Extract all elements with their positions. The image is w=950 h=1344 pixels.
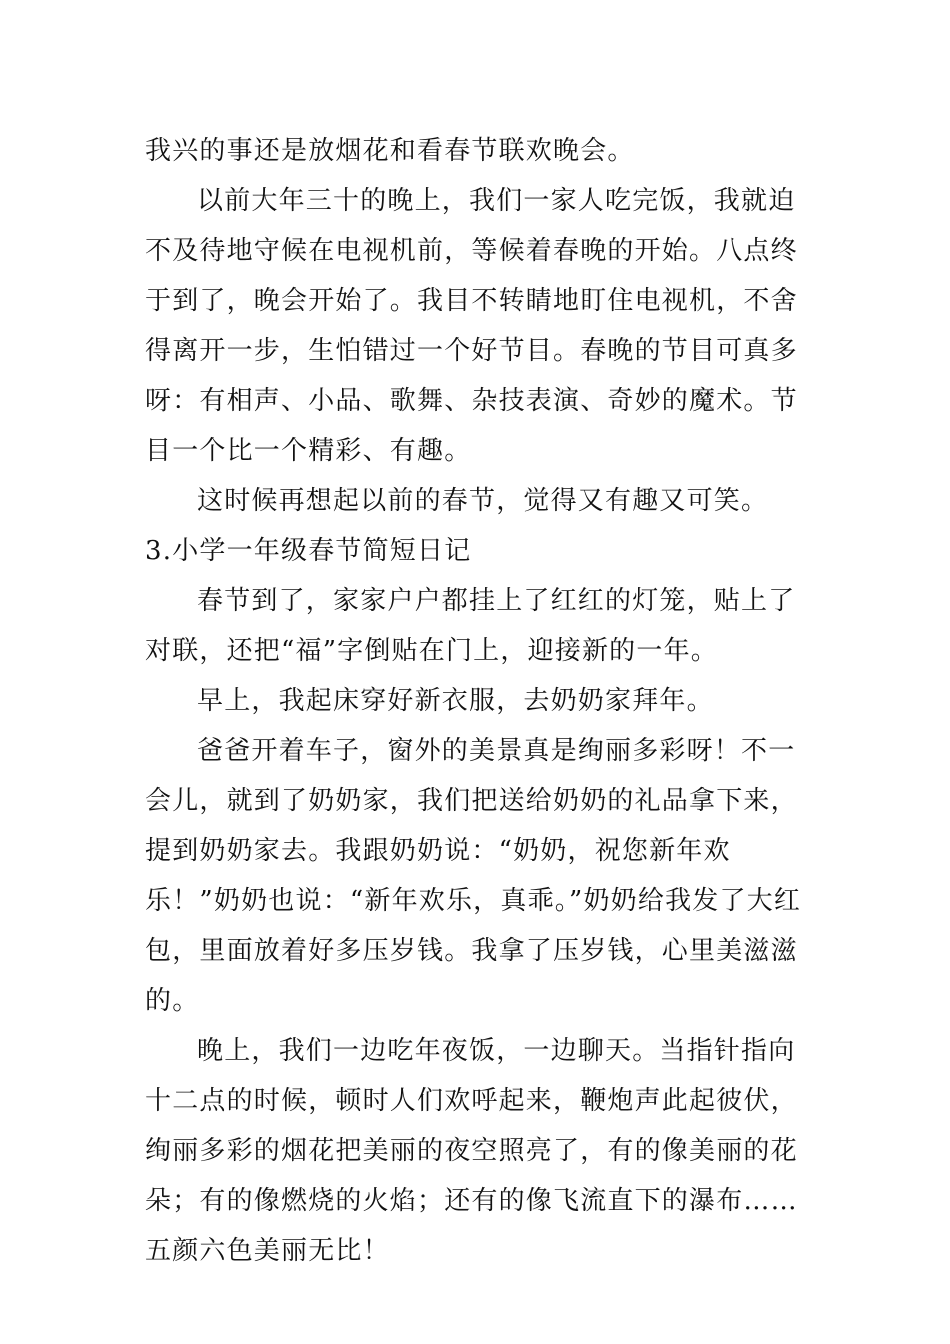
paragraph-lanterns: 春节到了，家家户户都挂上了红红的灯笼，贴上了对联，还把“福”字倒贴在门上，迎接新的一年。 — [145, 586, 796, 666]
document-body — [145, 126, 810, 1276]
paragraph-spring-gala: 以前大年三十的晚上，我们一家人吃完饭，我就迫不及待地守候在电视机前，等候着春晚的开始。八点终于到了，晚会开始了。我目不转睛地盯住电视机，不舍得离开一步，生怕错过一个好节目。春晚的节目可真多呀：有相声、小品、歌舞、杂技表演、奇妙的魔术。节目一个比一个精彩、有趣。 — [145, 186, 798, 466]
section-heading: 3.小学一年级春节简短日记 — [145, 536, 472, 566]
paragraph-continuation: 我兴的事还是放烟花和看春节联欢晚会。 — [145, 136, 635, 166]
paragraph-reflection: 这时候再想起以前的春节，觉得又有趣又可笑。 — [197, 486, 769, 516]
paragraph-grandma-visit: 爸爸开着车子，窗外的美景真是绚丽多彩呀！不一会儿，就到了奶奶家，我们把送给奶奶的礼品拿下来，提到奶奶家去。我跟奶奶说：“奶奶，祝您新年欢乐！”奶奶也说：“新年欢乐，真乖。”奶奶给我发了大红包，里面放着好多压岁钱。我拿了压岁钱，心里美滋滋的。 — [145, 736, 802, 1016]
paragraph-new-year-eve: 晚上，我们一边吃年夜饭，一边聊天。当指针指向十二点的时候，顿时人们欢呼起来，鞭炮声此起彼伏，绚丽多彩的烟花把美丽的夜空照亮了，有的像美丽的花朵；有的像燃烧的火焰；还有的像飞流直下的瀑布……五颜六色美丽无比！ — [145, 1036, 798, 1266]
paragraph-morning: 早上，我起床穿好新衣服，去奶奶家拜年。 — [197, 686, 714, 716]
